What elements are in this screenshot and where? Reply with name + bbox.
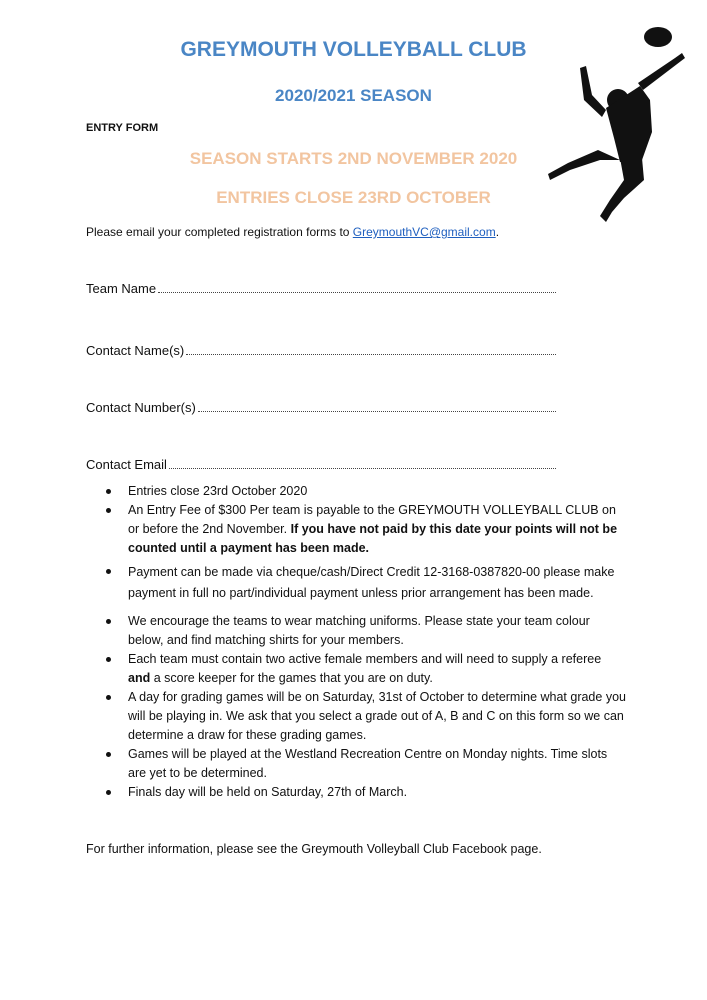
list-item: Entries close 23rd October 2020 [106, 482, 626, 501]
field-dotted-line[interactable] [186, 353, 556, 355]
email-instruction-text: Please email your completed registration forms to [86, 225, 353, 239]
field-dotted-line[interactable] [198, 410, 556, 412]
contact-email-field[interactable] [86, 457, 556, 472]
field-label: Team Name [86, 281, 157, 296]
info-bullet-list [106, 482, 626, 802]
email-instruction-end: . [495, 225, 500, 239]
field-dotted-line[interactable] [169, 467, 556, 469]
list-item: Games will be played at the Westland Recreation Centre on Monday nights. Time slots are yet to be determined. [106, 745, 626, 783]
club-title: GREYMOUTH VOLLEYBALL CLUB [180, 38, 527, 61]
season-heading: 2020/2021 SEASON [275, 86, 432, 105]
season-start-heading: SEASON STARTS 2ND NOVEMBER 2020 [189, 149, 518, 168]
form-label: ENTRY FORM [86, 122, 159, 134]
team-name-field[interactable] [86, 281, 556, 296]
list-item: We encourage the teams to wear matching uniforms. Please state your team colour below, and find matching shirts for your members. [106, 612, 626, 650]
field-label: Contact Number(s) [86, 400, 196, 415]
footer-note: For further information, please see the Greymouth Volleyball Club Facebook page. [86, 842, 542, 856]
email-link[interactable]: GreymouthVC@gmail.com [352, 225, 496, 239]
entries-close-heading: ENTRIES CLOSE 23RD OCTOBER [216, 188, 491, 207]
contact-number-field[interactable] [86, 400, 556, 415]
field-label: Contact Name(s) [86, 343, 185, 358]
list-item: An Entry Fee of $300 Per team is payable to the GREYMOUTH VOLLEYBALL CLUB on or before the 2nd November. If you have not paid by this date your points will not be counted until a payment has been made. [106, 501, 626, 558]
list-item: Payment can be made via cheque/cash/Direct Credit 12-3168-0387820-00 please make payment in full no part/individual payment unless prior arrangement has been made. [106, 562, 626, 604]
field-label: Contact Email [86, 457, 167, 472]
contact-name-field[interactable] [86, 343, 556, 358]
list-item: A day for grading games will be on Saturday, 31st of October to determine what grade you will be playing in. We ask that you select a grade out of A, B and C on this form so we can determine a draw for these grading games. [106, 688, 626, 745]
list-item: Each team must contain two active female members and will need to supply a referee and a score keeper for the games that you are on duty. [106, 650, 626, 688]
list-item: Finals day will be held on Saturday, 27th of March. [106, 783, 626, 802]
field-dotted-line[interactable] [158, 291, 556, 293]
email-instruction [86, 225, 499, 239]
